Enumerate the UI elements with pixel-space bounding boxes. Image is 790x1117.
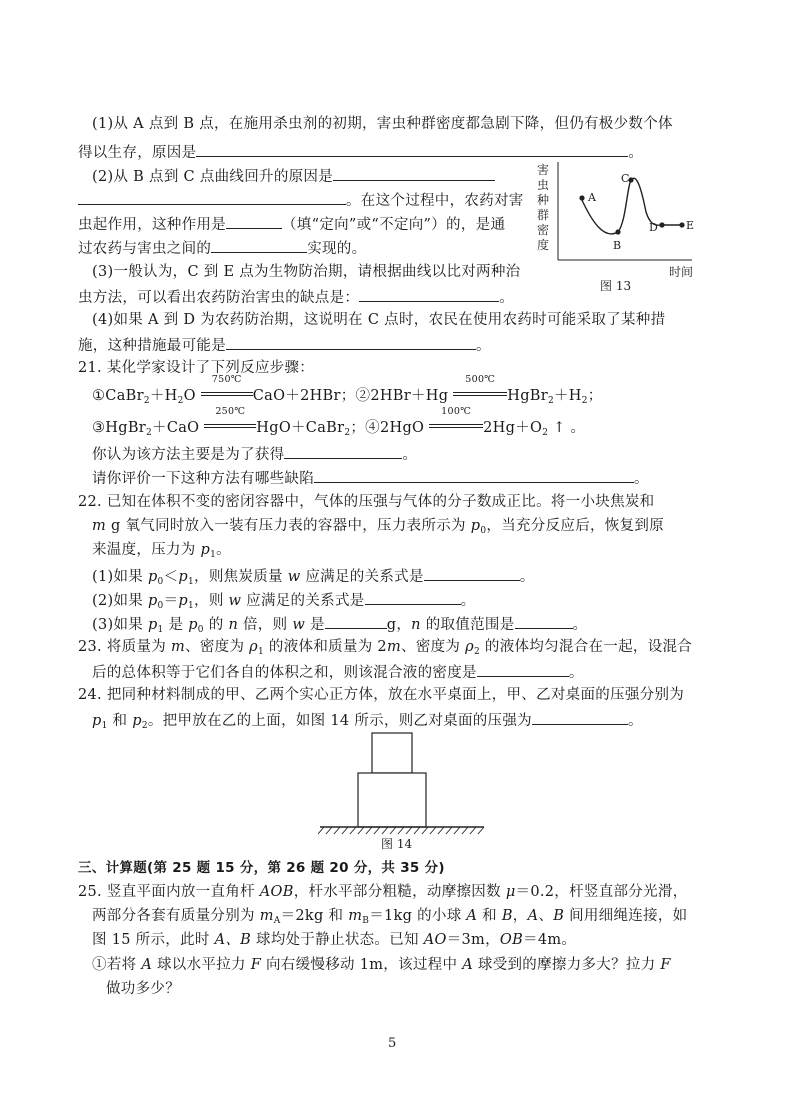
reaction-arrow-1: 750℃ (201, 386, 253, 400)
hatch-mark (326, 827, 332, 834)
hatch-mark (454, 827, 460, 834)
answer-blank[interactable] (477, 661, 569, 677)
fig13-label-c: C (621, 172, 630, 185)
q22-sub-2: (2)如果 $p_0=p_1$，则 w 应满足的关系式是 。 (92, 589, 475, 611)
q22-sub-3: (3)如果 $p_1$ 是 $p_0$ 的 n 倍，则 w 是 g，n 的取值范围是 。 (92, 613, 587, 635)
hatch-mark (398, 827, 404, 834)
fig13-point-a (579, 195, 584, 200)
q22-line-3: 来温度，压力为 $p_1$。 (92, 542, 231, 560)
q20-line-8: 虫方法，可以看出农药防治害虫的缺点是： 。 (78, 286, 514, 308)
hatch-mark (430, 827, 436, 834)
hatch-mark (374, 827, 380, 834)
q21-question-1: 你认为该方法主要是为了获得 。 (92, 443, 417, 465)
hatch-mark (446, 827, 452, 834)
page-number: 5 (388, 1036, 397, 1051)
answer-blank[interactable] (284, 443, 402, 459)
fig13-density-curve (581, 178, 682, 234)
q23-line-1: 23. 将质量为 m、密度为 $\rho_1$ 的液体和质量为 2m、密度为 $\rho_2$ 的液体均匀混合在一起，设混合 (78, 639, 693, 657)
fig13-caption: 图 13 (600, 279, 632, 292)
q20-line-10: 施，这种措施最可能是 。 (78, 334, 491, 356)
hatch-mark (382, 827, 388, 834)
q20-line-1: (1)从 A 点到 B 点，在施用杀虫剂的初期，害虫种群密度都急剧下降，但仍有极少数个体 (92, 116, 673, 132)
q22-line-1: 22. 已知在体积不变的密闭容器中，气体的压强与气体的分子数成正比。将一小块焦炭和 (78, 494, 655, 510)
svg-text:种: 种 (537, 193, 550, 207)
hatch-mark (318, 827, 324, 834)
figure-13 (534, 152, 704, 292)
reaction-arrow-3: 250℃ (204, 418, 256, 432)
cube-jia (372, 733, 412, 773)
answer-blank[interactable] (325, 613, 387, 629)
q20-line-6: 过农药与害虫之间的 实现的。 (78, 237, 366, 259)
hatch-mark (366, 827, 372, 834)
section-3-heading: 三、计算题(第 25 题 15 分，第 26 题 20 分，共 35 分) (78, 860, 445, 876)
hatch-mark (342, 827, 348, 834)
fig13-point-d (659, 222, 664, 227)
answer-blank[interactable] (359, 286, 499, 302)
q22-sub-1: (1)如果 $p_0<p_1$，则焦炭质量 w 应满足的关系式是 。 (92, 565, 535, 587)
fig13-label-e: E (686, 219, 695, 232)
hatch-mark (334, 827, 340, 834)
fig13-point-b (615, 229, 620, 234)
q25-line-2: 两部分各套有质量分别为 $m_A=2kg$ 和 $m_B=1kg$ 的小球 A 和 B，A、B 间用细绳连接，如 (92, 908, 688, 926)
svg-text:密: 密 (537, 223, 550, 237)
answer-blank[interactable] (78, 189, 346, 205)
q20-line-3: (2)从 B 点到 C 点曲线回升的原因是 (92, 165, 495, 187)
fig13-x-label: 时间 (669, 265, 694, 279)
answer-blank[interactable] (314, 467, 634, 483)
q21-equation-3-4: ③HgBr$_2$＋CaO 250℃ HgO＋CaBr$_2$；④2HgO 100℃ $2Hg+O_2$ ↑ 。 (92, 406, 586, 438)
q23-line-2: 后的总体积等于它们各自的体积之和，则该混合液的密度是 。 (92, 661, 584, 683)
answer-blank[interactable] (226, 213, 282, 229)
answer-blank[interactable] (226, 334, 476, 350)
answer-blank[interactable] (333, 165, 495, 181)
reaction-arrow-2: 500℃ (453, 386, 507, 400)
hatch-mark (414, 827, 420, 834)
q21-title: 21. 某化学家设计了下列反应步骤： (78, 360, 315, 376)
table-hatching (318, 827, 484, 834)
answer-blank[interactable] (532, 709, 628, 725)
svg-text:害: 害 (537, 163, 550, 177)
q24-line-1: 24. 把同种材料制成的甲、乙两个实心正方体，放在水平桌面上，甲、乙对桌面的压强分别为 (78, 687, 685, 703)
q20-line-7: (3)一般认为，C 到 E 点为生物防治期，请根据曲线以比对两种治 (92, 264, 521, 280)
q20-line-9: (4)如果 A 到 D 为农药防治期，这说明在 C 点时，农民在使用农药时可能采取了某种措 (92, 312, 666, 328)
figure-14 (318, 730, 488, 835)
hatch-mark (358, 827, 364, 834)
svg-text:虫: 虫 (537, 178, 550, 192)
answer-blank[interactable] (211, 237, 307, 253)
hatch-mark (422, 827, 428, 834)
hatch-mark (438, 827, 444, 834)
figure-14-caption: 图 14 (381, 837, 413, 851)
fig13-label-b: B (613, 239, 622, 252)
hatch-mark (478, 827, 484, 834)
q22-line-2: m g 氧气同时放入一装有压力表的容器中，压力表所示为 $p_0$，当充分反应后，恢复到原 (92, 518, 665, 536)
svg-text:群: 群 (537, 208, 550, 222)
q20-line-5: 虫起作用，这种作用是 （填“定向”或“不定向”）的，是通 (78, 213, 505, 235)
fig13-label-a: A (588, 191, 596, 204)
hatch-mark (462, 827, 468, 834)
q21-equation-1-2: $①CaBr_2+H_2O$ 750℃ CaO＋2HBr；②2HBr＋Hg 500℃ $HgBr_2+H_2$； (92, 374, 603, 406)
answer-blank[interactable] (424, 565, 520, 581)
q25-line-4: ①若将 A 球以水平拉力 F 向右缓慢移动 1m，该过程中 A 球受到的摩擦力多大？拉力 F (92, 957, 671, 973)
answer-blank[interactable] (515, 613, 573, 629)
answer-blank[interactable] (365, 589, 461, 605)
svg-text:度: 度 (537, 238, 550, 252)
fig13-y-label (537, 162, 549, 252)
hatch-mark (470, 827, 476, 834)
q20-line-4: 。在这个过程中，农药对害 (78, 189, 524, 211)
q25-line-1: 25. 竖直平面内放一直角杆 AOB，杆水平部分粗糙，动摩擦因数 μ＝0.2，杆竖直部分光滑， (78, 884, 688, 900)
hatch-mark (390, 827, 396, 834)
reaction-arrow-4: 100℃ (429, 418, 483, 432)
q20-line-2: 得以生存，原因是 。 (78, 141, 643, 163)
hatch-mark (350, 827, 356, 834)
cube-yi (358, 773, 426, 827)
fig13-label-d: D (649, 221, 658, 234)
q25-line-5: 做功多少？ (106, 981, 180, 997)
fig13-point-e (679, 222, 684, 227)
q24-line-2: $p_1$ 和 $p_2$。把甲放在乙的上面，如图 14 所示，则乙对桌面的压强为 。 (92, 709, 643, 731)
q25-line-3: 图 15 所示，此时 A、B 球均处于静止状态。已知 AO＝3m，OB＝4m。 (92, 932, 577, 948)
hatch-mark (406, 827, 412, 834)
q21-question-2: 请你评价一下这种方法有哪些缺陷 。 (92, 467, 649, 489)
